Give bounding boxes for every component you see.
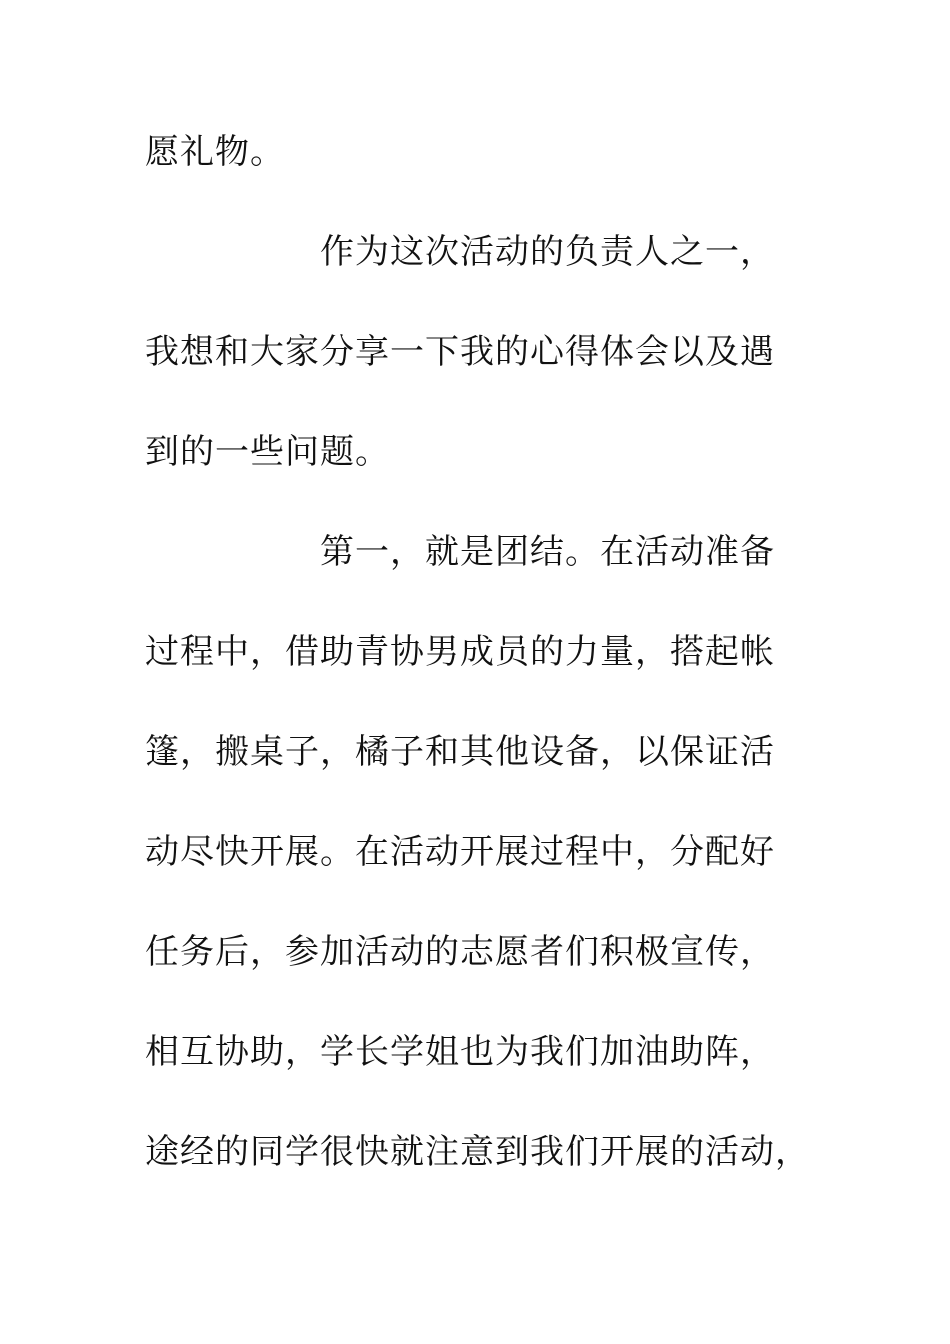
paragraph-start-line: 第一，就是团结。在活动准备 xyxy=(320,532,775,572)
text-line: 到的一些问题。 xyxy=(145,432,390,472)
text-line: 动尽快开展。在活动开展过程中，分配好 xyxy=(145,832,775,872)
paragraph-start-line: 作为这次活动的负责人之一， xyxy=(320,232,775,272)
text-line: 任务后，参加活动的志愿者们积极宣传， xyxy=(145,932,775,972)
text-line: 愿礼物。 xyxy=(145,132,285,172)
text-line: 篷，搬桌子，橘子和其他设备，以保证活 xyxy=(145,732,775,772)
text-line: 我想和大家分享一下我的心得体会以及遇 xyxy=(145,332,775,372)
text-line: 相互协助，学长学姐也为我们加油助阵， xyxy=(145,1032,775,1072)
text-line: 过程中，借助青协男成员的力量，搭起帐 xyxy=(145,632,775,672)
text-line: 途经的同学很快就注意到我们开展的活动， xyxy=(145,1132,810,1172)
